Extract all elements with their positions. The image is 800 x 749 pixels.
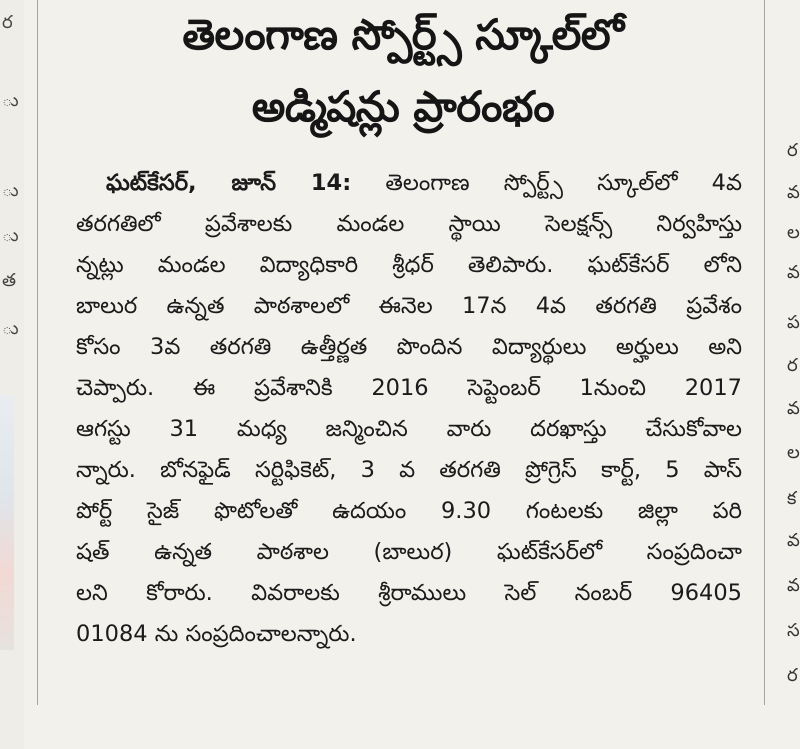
adjacent-text-fragment: వ <box>787 575 800 596</box>
article-line-4: బాలుర ఉన్నత పాఠశాలలో ఈనెల 17న 4వ తరగతి ప్రవేశం <box>76 293 742 319</box>
adjacent-text-fragment: త <box>2 270 17 291</box>
adjacent-text-fragment: ు <box>2 180 19 201</box>
dateline: ఘట్‌కేసర్, జూన్ 14: <box>106 170 352 196</box>
article-line-2: తరగతిలో ప్రవేశాలకు మండల స్థాయి సెలక్షన్స్ నిర్వహిస్తు <box>76 211 742 237</box>
adjacent-text-fragment: ల <box>787 222 800 243</box>
adjacent-text-fragment: ు <box>2 225 19 246</box>
headline-line-1: తెలంగాణ స్పోర్ట్స్ స్కూల్‌లో <box>182 10 624 59</box>
adjacent-text-fragment: ర <box>2 12 13 33</box>
adjacent-text-fragment: ర <box>787 140 798 161</box>
adjacent-photo <box>0 395 14 650</box>
article-line-8: న్నారు. బోనఫైడ్ సర్టిఫికెట్, 3 వ తరగతి ప్రోగ్రెస్ కార్ట్, 5 పాస్ <box>76 457 742 483</box>
column-divider-left <box>37 0 38 705</box>
adjacent-text-fragment: ర <box>787 355 798 376</box>
headline-line-2: అడ్మిషన్లు ప్రారంభం <box>251 82 555 131</box>
article-line-1 <box>106 166 742 200</box>
news-article <box>50 0 756 749</box>
article-line-3: న్నట్లు మండల విద్యాధికారి శ్రీధర్ తెలిపారు. ఘట్‌కేసర్ లోని <box>76 252 742 278</box>
adjacent-text-fragment: వ <box>787 530 800 551</box>
article-line-6: చెప్పారు. ఈ ప్రవేశానికి 2016 సెప్టెంబర్ 1నుంచి 2017 <box>76 375 742 401</box>
adjacent-text-fragment: ు <box>2 90 19 111</box>
adjacent-text-fragment: క <box>787 488 797 509</box>
article-line-7: ఆగస్టు 31 మధ్య జన్మించిన వారు దరఖాస్తు చేసుకోవాల <box>76 416 742 442</box>
adjacent-text-fragment: ర <box>787 665 798 686</box>
article-line-11: లని కోరారు. వివరాలకు శ్రీరాములు సెల్ నంబర్ 96405 <box>76 580 742 606</box>
adjacent-text-fragment: వ <box>787 398 800 419</box>
article-line-5: కోసం 3వ తరగతి ఉత్తీర్ణత పొందిన విద్యార్థులు అర్హులు అని <box>76 334 742 360</box>
article-line-10: షత్ ఉన్నత పాఠశాల (బాలుర) ఘట్‌కేసర్‌లో సంప్రదించా <box>76 539 742 565</box>
adjacent-text-fragment: ు <box>2 318 19 339</box>
adjacent-text-fragment: వ <box>787 182 800 203</box>
article-line-9: పోర్ట్ సైజ్ ఫొటోలతో ఉదయం 9.30 గంటలకు జిల్లా పరి <box>76 498 742 524</box>
article-line-12: 01084 ను సంప్రదించాలన్నారు. <box>76 621 357 647</box>
adjacent-text-fragment: ప <box>787 312 800 333</box>
column-divider-right <box>764 0 765 705</box>
adjacent-text-fragment: వ <box>787 262 800 283</box>
article-text: తెలంగాణ స్పోర్ట్స్ స్కూల్‌లో 4వ <box>385 170 742 196</box>
adjacent-text-fragment: స <box>787 620 800 641</box>
adjacent-text-fragment: ల <box>787 442 800 463</box>
